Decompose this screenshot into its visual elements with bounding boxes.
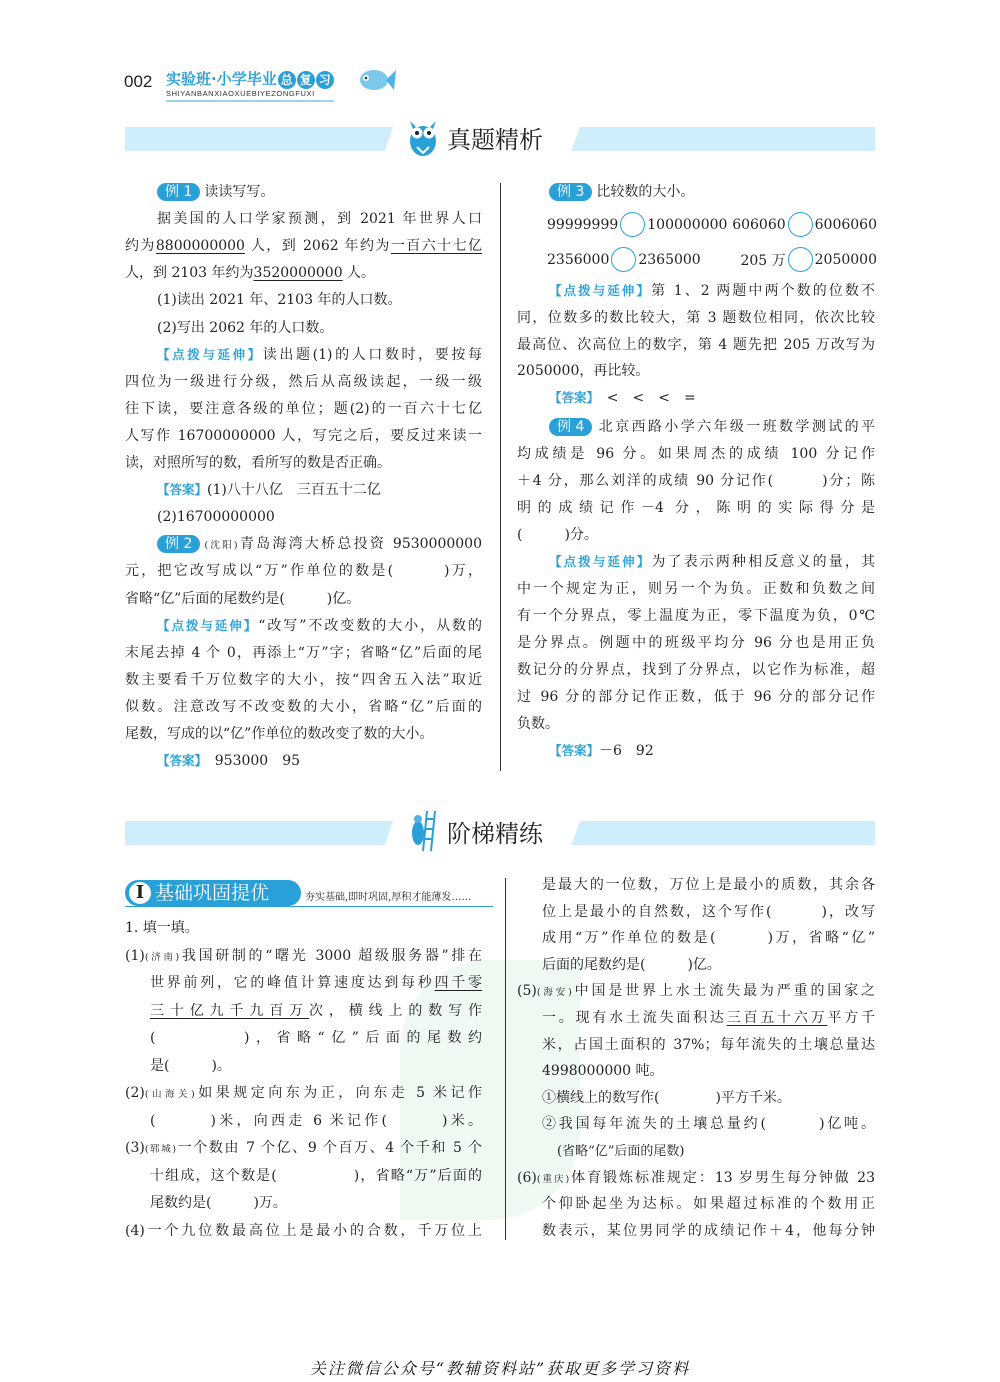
text-line	[125, 616, 482, 636]
text-line	[517, 875, 875, 895]
text-segment: 数主要看千万位数字的大小，按“四舍五入法”取近	[125, 671, 482, 688]
text-segment: “改写”不改变数的大小，从数的	[258, 617, 482, 634]
column-divider	[500, 183, 501, 771]
text-segment: 明的成绩记作－4 分，陈明的实际得分是	[517, 500, 875, 516]
logo-badge: 习	[316, 71, 334, 89]
source-tag: (沈阳)	[204, 540, 238, 552]
text-line	[125, 453, 482, 473]
text-segment: 元，把它改写成以“万”作单位的数是( )万，	[125, 563, 482, 580]
text-line	[125, 751, 482, 771]
tip-label: 【答案】	[549, 390, 593, 406]
text-line	[517, 579, 875, 599]
text-line	[517, 335, 875, 355]
text-segment: (2)	[125, 1085, 145, 1101]
text-segment: 负数。	[517, 716, 559, 732]
answer-circle[interactable]	[788, 212, 813, 237]
text-segment: 人，到 2103 年约为	[125, 265, 254, 282]
text-line	[125, 561, 482, 581]
text-segment: 有一个分界点，零上温度为正，零下温度为负，0℃	[517, 608, 875, 624]
text-line	[517, 444, 875, 464]
compare-left: 99999999	[547, 216, 619, 233]
text-line	[517, 928, 875, 948]
text-segment: (1)读出 2021 年、2103 年的人口数。	[157, 292, 402, 309]
tip-label: 【点拨与延伸】	[549, 554, 652, 569]
column-divider	[505, 878, 506, 1240]
text-segment: < < < =	[592, 390, 696, 407]
text-line	[517, 417, 875, 437]
text-segment: 后面的尾数约是( )亿。	[542, 956, 721, 973]
text-line	[125, 1001, 482, 1021]
text-line	[125, 1138, 482, 1158]
text-segment: 第 1、2 两题中两个数的位数不	[651, 283, 875, 299]
text-line	[517, 633, 875, 653]
source-tag: (济南)	[144, 951, 180, 963]
text-segment: 是最大的一位数，万位上是最小的质数，其余各	[542, 877, 875, 893]
text-line	[125, 918, 482, 938]
text-line	[517, 308, 875, 328]
page-number: 002	[124, 72, 153, 91]
text-segment: 四位为一级进行分级，然后从高级读起，一级一级	[125, 373, 482, 390]
text-line	[125, 372, 482, 392]
underlined-text: 四千零	[434, 975, 483, 991]
text-line	[517, 281, 875, 301]
text-segment: 中一个规定为正，则另一个为负。正数和负数之间	[517, 581, 875, 597]
text-segment: (5)	[517, 983, 537, 1000]
text-segment: ①横线上的数写作( )平方千米。	[542, 1089, 791, 1106]
text-segment: 数记分的分界点，找到了分界点，以它作为标准，超	[517, 662, 875, 678]
text-line	[125, 1028, 482, 1048]
compare-item	[547, 247, 701, 272]
text-segment: 末尾去掉 4 个 0，再添上“万”字；省略“亿”后面的尾	[125, 644, 482, 661]
text-line	[125, 946, 482, 966]
text-line	[517, 182, 875, 202]
text-segment: ( )，省略“亿”后面的尾数约	[150, 1030, 482, 1046]
compare-right: 6006060	[814, 216, 877, 233]
text-line	[517, 1114, 875, 1134]
compare-right: 100000000	[647, 216, 728, 233]
text-segment: 读，对照所写的数，看所写的数是否正确。	[125, 455, 391, 471]
text-segment: 人，到 2062 年约为	[244, 238, 391, 255]
compare-row	[547, 212, 877, 237]
text-segment: 均成绩是 96 分。如果周杰的成绩 100 分记作	[517, 446, 875, 462]
text-line	[517, 525, 875, 545]
text-line	[517, 1061, 875, 1081]
section-title: 真题精析	[447, 126, 543, 154]
text-segment: 是分界点。例题中的班级平均分 96 分也是用正负	[517, 635, 875, 651]
text-segment: (1)八十八亿 三百五十二亿	[207, 482, 381, 499]
text-segment: －6 92	[599, 743, 654, 759]
source-tag: (海安)	[536, 987, 572, 999]
compare-right: 2050000	[814, 251, 877, 268]
text-line	[125, 345, 482, 365]
text-segment: 位上是最小的自然数，这个写作( )，改写	[542, 903, 875, 920]
section-banner-jieti	[125, 820, 875, 848]
text-line	[125, 973, 482, 993]
text-segment: 青岛海湾大桥总投资 9530000000	[237, 536, 482, 553]
logo-badge: 总	[278, 71, 296, 89]
text-line	[125, 236, 482, 256]
text-segment: 米，占国土面积的 37%；每年流失的土壤总量达	[542, 1036, 875, 1053]
text-segment: ②我国每年流失的土壤总量约( )亿吨。	[542, 1116, 875, 1133]
example-badge: 例 2	[157, 535, 200, 553]
text-line	[517, 902, 875, 922]
tip-label: 【答案】	[549, 743, 600, 758]
text-line	[125, 724, 482, 744]
text-line	[517, 552, 875, 572]
text-segment: 体育锻炼标准规定：13 岁男生每分钟做 23	[569, 1169, 875, 1186]
underlined-text: 3520000000	[253, 265, 343, 282]
text-segment: 约为	[125, 238, 156, 255]
text-line	[125, 1166, 482, 1186]
fish-mascot-icon	[356, 64, 396, 94]
text-line	[125, 1056, 482, 1076]
text-line	[517, 1194, 875, 1214]
text-segment: (3)	[125, 1140, 145, 1156]
footer-note: 关注微信公众号“教辅资料站”获取更多学习资料	[309, 1359, 691, 1378]
text-segment: 据美国的人口学家预测，到 2021 年世界人口	[157, 211, 482, 228]
text-segment: 读出题(1)的人口数时，要按每	[262, 346, 482, 363]
note-text: (省略“亿”后面的尾数)	[557, 1144, 685, 1159]
text-segment: 最高位、次高位上的数字，第 4 题先把 205 万改写为	[517, 336, 875, 353]
tip-label: 【答案】	[157, 753, 201, 769]
part-header	[125, 880, 493, 907]
text-segment: (2)写出 2062 年的人口数。	[157, 319, 334, 336]
example-badge: 例 3	[549, 183, 592, 201]
text-line	[517, 1221, 875, 1241]
compare-left: 205 万	[740, 252, 786, 269]
example-badge: 例 4	[549, 418, 592, 436]
text-segment: 1. 填一填。	[125, 920, 199, 936]
compare-row	[547, 247, 877, 272]
text-line	[517, 1088, 875, 1108]
underlined-text: 三十亿九千九百万	[150, 1002, 309, 1019]
source-tag: (山海关)	[144, 1089, 195, 1100]
text-segment: ＋4 分，那么刘洋的成绩 90 分记作( )分；陈	[517, 473, 875, 489]
text-segment: 十组成，这个数是( )，省略“万”后面的	[150, 1167, 482, 1184]
tip-label: 【点拨与延伸】	[157, 617, 259, 633]
text-segment: 我国研制的“曙光 3000 超级服务器”排在	[179, 947, 482, 964]
tip-label: 【点拨与延伸】	[549, 283, 652, 298]
compare-item	[732, 212, 877, 237]
text-segment: 省略“亿”后面的尾数约是( )亿。	[125, 590, 361, 607]
text-segment: 为了表示两种相反意义的量，其	[651, 554, 875, 570]
text-line	[125, 426, 482, 446]
underlined-text: 三百五十六万	[726, 1010, 828, 1026]
logo-pinyin: SHIYANBANXIAOXUEBIYEZONGFUXI	[166, 89, 334, 102]
text-segment: 人。	[342, 265, 376, 282]
text-line	[125, 1083, 482, 1103]
text-segment: 读读写写。	[204, 184, 275, 200]
ladder-climber-icon	[407, 811, 439, 851]
section-banner-zhenti	[125, 126, 875, 154]
text-line	[517, 1008, 875, 1028]
text-line	[517, 388, 875, 408]
series-logo	[166, 68, 334, 102]
text-segment: 尾数，写成的以“亿”作单位的数改变了数的大小。	[125, 726, 434, 742]
text-line	[125, 1193, 482, 1213]
text-segment: 953000 95	[200, 753, 301, 770]
text-line	[125, 1221, 482, 1241]
text-segment: 似数。注意改写不改变数的大小，省略“亿”后面的	[125, 698, 482, 715]
text-line	[517, 361, 875, 381]
text-line	[125, 263, 482, 283]
text-line	[517, 606, 875, 626]
section-title: 阶梯精练	[447, 820, 543, 848]
answer-circle[interactable]	[788, 247, 813, 272]
text-segment: 个仰卧起坐为达标。如果超过标准的个数用正	[542, 1196, 875, 1213]
compare-left: 606060	[732, 216, 786, 233]
text-line	[125, 290, 482, 310]
text-line	[517, 1168, 875, 1188]
text-segment: 如果规定向东为正，向东走 5 米记作	[194, 1085, 482, 1101]
logo-badge: 复	[297, 71, 315, 89]
text-segment: 成用“万”作单位的数是( )万，省略“亿”	[542, 930, 875, 947]
text-segment: 世界前列，它的峰值计算速度达到每秒	[150, 975, 435, 991]
part-subtitle: 夯实基础,即时巩固,厚积才能薄发……	[305, 892, 472, 903]
part-title: 基础巩固提优	[155, 882, 270, 904]
text-segment: ( )米，向西走 6 米记作( )米。	[150, 1112, 482, 1129]
text-segment: 人写作 16700000000 人，写完之后，要反过来读一	[125, 427, 482, 444]
text-line	[125, 480, 482, 500]
compare-right: 2365000	[638, 251, 701, 268]
text-segment: (6)	[517, 1169, 537, 1186]
text-line	[125, 318, 482, 338]
text-line	[125, 534, 482, 554]
answer-circle[interactable]	[620, 212, 645, 237]
text-segment: ( )分。	[517, 527, 598, 543]
text-segment: (1)	[125, 947, 145, 964]
text-segment: 往下读，要注意各级的单位；题(2)的一百六十七亿	[125, 400, 482, 417]
part-number: I	[129, 882, 151, 904]
text-segment: 2050000，再比较。	[517, 363, 650, 380]
text-segment: 北京西路小学六年级一班数学测试的平	[596, 419, 875, 435]
text-segment: 一个数由 7 个亿、9 个百万、4 个千和 5 个	[176, 1140, 482, 1156]
tip-label: 【点拨与延伸】	[157, 346, 263, 362]
underlined-text: 8800000000	[155, 238, 245, 255]
text-line	[517, 714, 875, 734]
text-line	[517, 687, 875, 707]
answer-circle[interactable]	[611, 247, 636, 272]
text-line	[125, 697, 482, 717]
text-line	[125, 182, 482, 202]
text-segment: 比较数的大小。	[596, 184, 695, 200]
text-line	[517, 498, 875, 518]
text-line	[125, 507, 482, 527]
text-segment: (2)16700000000	[157, 509, 275, 526]
text-line	[517, 1035, 875, 1055]
text-line	[125, 399, 482, 419]
text-segment: 数表示，某位男同学的成绩记作＋4，他每分钟	[542, 1222, 875, 1239]
text-segment: 4998000000 吨。	[542, 1063, 664, 1080]
text-segment: 尾数约是( )万。	[150, 1195, 287, 1211]
compare-item	[740, 247, 877, 272]
owl-icon	[407, 117, 439, 157]
text-line	[517, 981, 875, 1001]
text-segment: 是( )。	[150, 1057, 231, 1074]
compare-item	[547, 212, 727, 237]
example-badge: 例 1	[157, 183, 200, 201]
text-segment: 一。现有水土流失面积达	[542, 1010, 727, 1026]
text-line	[517, 1141, 875, 1161]
part-badge	[125, 880, 301, 906]
text-segment: 同，位数多的数比较大，第 3 题数位相同，依次比较	[517, 309, 875, 326]
source-tag: (郓城)	[144, 1144, 177, 1155]
text-segment: 次，横线上的数写作	[309, 1002, 482, 1019]
text-segment: 过 96 分的部分记作正数，低于 96 分的部分记作	[517, 689, 875, 705]
logo-text: 实验班·小学毕业	[166, 70, 277, 88]
compare-left: 2356000	[547, 251, 610, 268]
text-line	[517, 471, 875, 491]
text-line	[125, 1111, 482, 1131]
text-segment: 中国是世界上水土流失最为严重的国家之	[571, 983, 875, 1000]
text-segment: (4)一个九位数最高位上是最小的合数，千万位上	[125, 1222, 482, 1239]
text-line	[125, 209, 482, 229]
tip-label: 【答案】	[157, 482, 208, 498]
text-line	[517, 660, 875, 680]
text-line	[125, 589, 482, 609]
text-line	[517, 955, 875, 975]
text-line	[125, 670, 482, 690]
source-tag: (重庆)	[536, 1173, 570, 1185]
text-segment: 平方千	[827, 1010, 876, 1026]
text-line	[125, 643, 482, 663]
underlined-text: 一百六十七亿	[390, 238, 483, 255]
text-line	[517, 741, 875, 761]
